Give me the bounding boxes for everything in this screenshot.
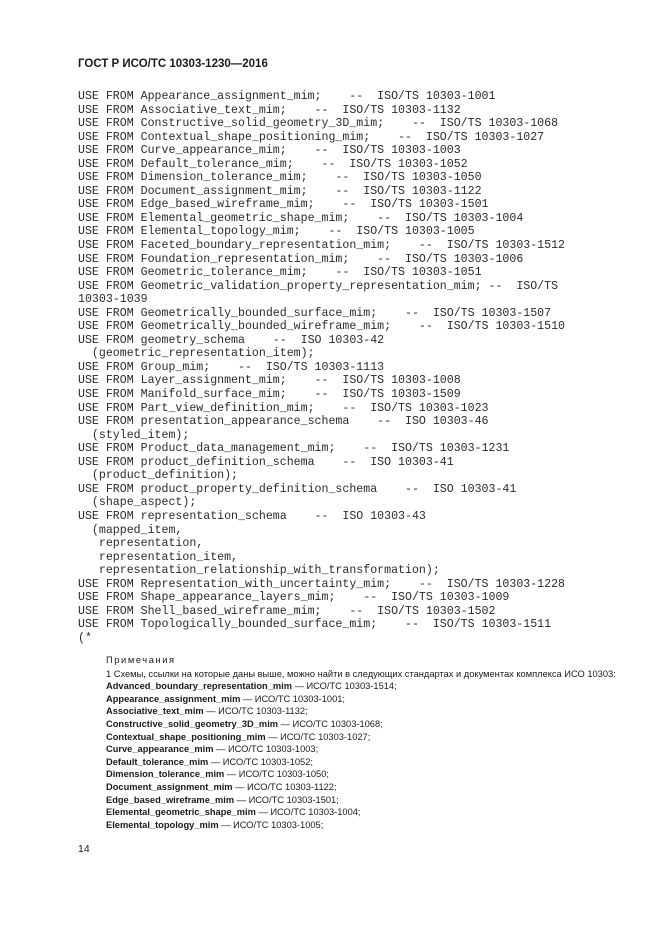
reference-schema-name: Edge_based_wireframe_mim [106,794,235,805]
reference-standard: — ИСО/ТС 10303-1068; [278,718,383,729]
code-line: USE FROM product_property_definition_schema -- ISO 10303-41 [78,482,517,496]
page-number: 14 [78,843,90,855]
reference-list [78,680,643,831]
code-line: USE FROM Associative_text_mim; -- ISO/TS 10303-1132 [78,103,461,117]
reference-item [78,731,643,744]
code-line: USE FROM Foundation_representation_mim; -- ISO/TS 10303-1006 [78,252,524,266]
reference-schema-name: Elemental_topology_mim [106,819,219,830]
reference-standard: — ИСО/ТС 10303-1132; [203,706,308,717]
code-line: (product_definition); [78,469,239,483]
reference-standard: — ИСО/ТС 10303-1514; [292,681,397,692]
code-line: USE FROM Manifold_surface_mim; -- ISO/TS 10303-1509 [78,388,461,402]
express-code-listing [78,90,638,645]
code-line: USE FROM Shell_based_wireframe_mim; -- ISO/TS 10303-1502 [78,604,496,618]
code-line: USE FROM Elemental_geometric_shape_mim; -- ISO/TS 10303-1004 [78,211,524,225]
code-line: USE FROM Document_assignment_mim; -- ISO/TS 10303-1122 [78,184,482,198]
reference-schema-name: Contextual_shape_positioning_mim [106,731,266,742]
reference-item [78,781,643,794]
code-line: USE FROM Part_view_definition_mim; -- ISO/TS 10303-1023 [78,401,489,415]
code-line: USE FROM Geometric_tolerance_mim; -- ISO/TS 10303-1051 [78,266,482,280]
notes-title: Примечания [106,655,176,665]
code-line: USE FROM Dimension_tolerance_mim; -- ISO/TS 10303-1050 [78,171,482,185]
code-line: representation, [78,537,204,551]
notes-paragraph: 1 Схемы, ссылки на которые даны выше, можно найти в следующих стандартах и документах комплекса ИСО 10303: [106,668,616,679]
code-line: (styled_item); [78,428,190,442]
code-line: USE FROM Edge_based_wireframe_mim; -- ISO/TS 10303-1501 [78,198,489,212]
code-line: USE FROM Geometrically_bounded_surface_mim; -- ISO/TS 10303-1507 [78,306,552,320]
code-line: USE FROM Default_tolerance_mim; -- ISO/TS 10303-1052 [78,157,468,171]
code-line: USE FROM Contextual_shape_positioning_mim; -- ISO/TS 10303-1027 [78,130,545,144]
reference-standard: — ИСО/ТС 10303-1027; [265,731,371,742]
reference-item [78,718,643,731]
reference-standard: — ИСО/ТС 10303-1501; [234,794,339,805]
code-line: representation_relationship_with_transformation); [78,564,440,578]
code-line: USE FROM Geometrically_bounded_wireframe_mim; -- ISO/TS 10303-1510 [78,320,566,334]
code-line: USE FROM presentation_appearance_schema -- ISO 10303-46 [78,415,489,429]
code-line: USE FROM Geometric_validation_property_representation_mim; -- ISO/TS [78,279,559,293]
reference-schema-name: Constructive_solid_geometry_3D_mim [106,718,279,729]
code-line: USE FROM Appearance_assignment_mim; -- ISO/TS 10303-1001 [78,90,496,103]
reference-standard: — ИСО/ТС 10303-1122; [232,781,337,792]
reference-standard: — ИСО/ТС 10303-1052; [208,756,313,767]
reference-schema-name: Curve_appearance_mim [106,744,214,755]
reference-schema-name: Advanced_boundary_representation_mim [106,681,292,692]
reference-item [78,743,643,756]
reference-schema-name: Appearance_assignment_mim [106,693,241,704]
code-line: USE FROM Faceted_boundary_representation_mim; -- ISO/TS 10303-1512 [78,239,566,253]
reference-schema-name: Dimension_tolerance_mim [106,769,225,780]
code-line: USE FROM product_definition_schema -- ISO 10303-41 [78,455,454,469]
reference-schema-name: Elemental_geometric_shape_mim [106,807,256,818]
code-line: USE FROM Shape_appearance_layers_mim; -- ISO/TS 10303-1009 [78,591,510,605]
reference-item [78,806,643,819]
code-line: USE FROM Representation_with_uncertainty_mim; -- ISO/TS 10303-1228 [78,577,566,591]
code-line: USE FROM Group_mim; -- ISO/TS 10303-1113 [78,360,385,374]
reference-standard: — ИСО/ТС 10303-1001; [240,693,346,704]
document-header: ГОСТ Р ИСО/ТС 10303-1230—2016 [78,58,268,70]
code-line: (shape_aspect); [78,496,197,510]
reference-item [78,756,643,769]
code-line: USE FROM Layer_assignment_mim; -- ISO/TS 10303-1008 [78,374,461,388]
code-line: (mapped_item, [78,523,183,537]
reference-standard: — ИСО/ТС 10303-1004; [255,807,361,818]
reference-schema-name: Associative_text_mim [106,706,204,717]
reference-standard: — ИСО/ТС 10303-1005; [218,819,324,830]
reference-item [78,693,643,706]
reference-item [78,794,643,807]
code-line: USE FROM Curve_appearance_mim; -- ISO/TS 10303-1003 [78,144,461,158]
code-line: USE FROM Elemental_topology_mim; -- ISO/TS 10303-1005 [78,225,475,239]
code-line: 10303-1039 [78,293,148,307]
code-line: USE FROM geometry_schema -- ISO 10303-42 [78,333,385,347]
code-line: USE FROM Product_data_management_mim; -- ISO/TS 10303-1231 [78,442,510,456]
reference-item [78,680,643,693]
reference-item [78,768,643,781]
notes-section [78,654,643,831]
code-line: USE FROM Constructive_solid_geometry_3D_mim; -- ISO/TS 10303-1068 [78,117,559,131]
reference-schema-name: Document_assignment_mim [106,781,233,792]
reference-item [78,705,643,718]
code-line: USE FROM representation_schema -- ISO 10303-43 [78,509,426,523]
reference-standard: — ИСО/ТС 10303-1003; [213,744,319,755]
reference-schema-name: Default_tolerance_mim [106,756,209,767]
code-line: USE FROM Topologically_bounded_surface_mim; -- ISO/TS 10303-1511 [78,618,552,632]
code-line: representation_item, [78,550,239,564]
code-line: (geometric_representation_item); [78,347,315,361]
reference-standard: — ИСО/ТС 10303-1050; [224,769,329,780]
code-line: (* [78,631,92,645]
reference-item [78,819,643,832]
